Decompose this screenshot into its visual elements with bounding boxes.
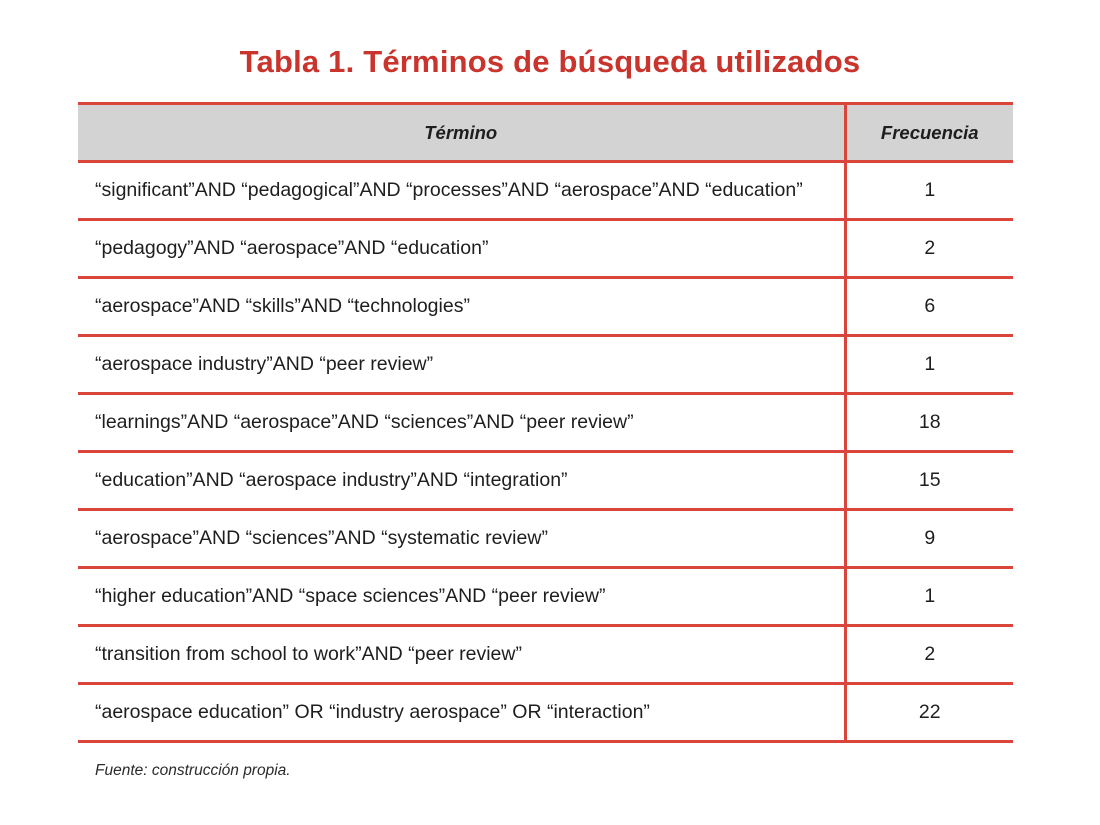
table-title: Tabla 1. Términos de búsqueda utilizados xyxy=(239,44,861,79)
table-row xyxy=(78,510,1013,568)
column-header-frequency: Frecuencia xyxy=(845,104,1013,162)
term-cell: “aerospace industry”AND “peer review” xyxy=(78,336,845,394)
frequency-cell: 1 xyxy=(845,336,1013,394)
table-row xyxy=(78,162,1013,220)
term-cell: “pedagogy”AND “aerospace”AND “education” xyxy=(78,220,845,278)
search-terms-table xyxy=(78,102,1013,743)
frequency-cell: 6 xyxy=(845,278,1013,336)
term-cell: “learnings”AND “aerospace”AND “sciences”AND “peer review” xyxy=(78,394,845,452)
table-header-row xyxy=(78,104,1013,162)
table-row xyxy=(78,626,1013,684)
term-cell: “higher education”AND “space sciences”AND “peer review” xyxy=(78,568,845,626)
frequency-cell: 1 xyxy=(845,162,1013,220)
term-cell: “aerospace”AND “sciences”AND “systematic review” xyxy=(78,510,845,568)
column-header-term: Término xyxy=(78,104,845,162)
term-cell: “aerospace education” OR “industry aerospace” OR “interaction” xyxy=(78,684,845,742)
term-cell: “significant”AND “pedagogical”AND “processes”AND “aerospace”AND “education” xyxy=(78,162,845,220)
frequency-cell: 1 xyxy=(845,568,1013,626)
term-cell: “transition from school to work”AND “peer review” xyxy=(78,626,845,684)
term-cell: “aerospace”AND “skills”AND “technologies” xyxy=(78,278,845,336)
table-row xyxy=(78,220,1013,278)
term-cell: “education”AND “aerospace industry”AND “integration” xyxy=(78,452,845,510)
table-row xyxy=(78,336,1013,394)
table-row xyxy=(78,278,1013,336)
frequency-cell: 9 xyxy=(845,510,1013,568)
frequency-cell: 22 xyxy=(845,684,1013,742)
source-note: Fuente: construcción propia. xyxy=(95,762,291,779)
frequency-cell: 15 xyxy=(845,452,1013,510)
frequency-cell: 2 xyxy=(845,626,1013,684)
frequency-cell: 18 xyxy=(845,394,1013,452)
table-row xyxy=(78,394,1013,452)
table-row xyxy=(78,452,1013,510)
table-row xyxy=(78,684,1013,742)
frequency-cell: 2 xyxy=(845,220,1013,278)
table-row xyxy=(78,568,1013,626)
